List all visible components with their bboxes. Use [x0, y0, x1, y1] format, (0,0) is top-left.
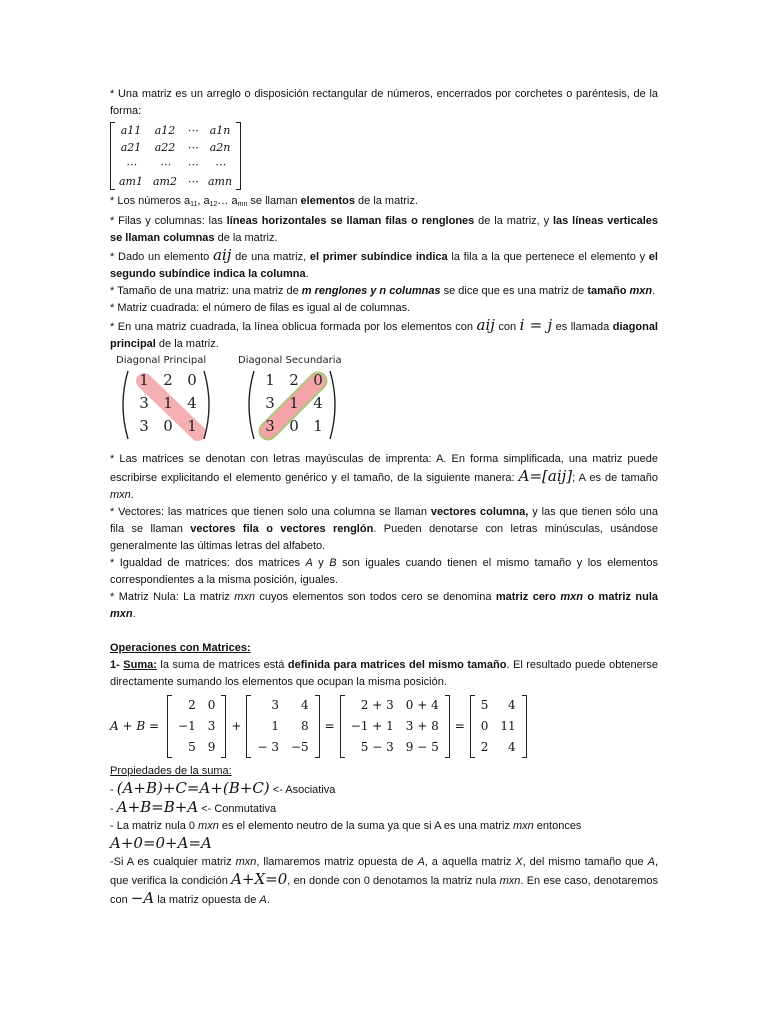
matrix-cell: a22	[154, 141, 176, 154]
principal-diagonal-title: Diagonal Principal	[116, 355, 207, 366]
matrix-cell: 4	[301, 698, 309, 712]
matrix-cell: ⋯	[187, 141, 198, 154]
math-a-equals-aij: A=[aij]	[518, 467, 573, 485]
matrix-cell: 3	[139, 417, 149, 435]
matrix-result	[470, 695, 527, 758]
matrix-cell: ⋯	[187, 158, 198, 171]
matrix-cell: 9 − 5	[405, 740, 439, 754]
matrix-cell: am1	[119, 175, 143, 188]
matrix-cell: ⋯	[214, 158, 226, 171]
matrix-cell: 9	[207, 740, 216, 754]
sum-lhs: A + B =	[110, 719, 160, 733]
matrix-cell: 1	[289, 394, 299, 412]
vectors-paragraph: * Vectores: las matrices que tienen solo una columna se llaman vectores columna, y las que tienen sólo una fila se llaman vectores fila o vectores renglón. Pueden denotarse con letras minúsculas, usándose generalmente las últimas letras del alfabeto.	[110, 506, 658, 552]
matrix-a	[167, 695, 226, 758]
square-matrix-paragraph: * Matriz cuadrada: el número de filas es igual al de columnas.	[110, 302, 411, 314]
matrix-cell: amn	[208, 175, 233, 188]
matrix-cell: ⋯	[187, 175, 198, 188]
diagonal-figure	[110, 355, 658, 447]
generic-matrix-row	[114, 173, 237, 190]
matrix-cell: 3 + 8	[405, 719, 439, 733]
operations-heading: Operaciones con Matrices:	[110, 642, 251, 654]
property-commutative: - A+B=B+A <- Conmutativa	[110, 798, 277, 816]
matrix-cell: 4	[508, 740, 516, 754]
matrix-cell: 4	[508, 698, 516, 712]
generic-matrix-row	[114, 139, 237, 156]
math-opposite: A+X=0	[231, 870, 288, 888]
matrix-cell: a11	[120, 124, 142, 137]
matrix-cell: 0	[207, 698, 216, 712]
sum-intro-paragraph: 1- Suma: la suma de matrices está definida para matrices del mismo tamaño. El resultado puede obtenerse directamente sumando los elementos que ocupan la misma posición.	[110, 659, 659, 688]
matrix-cell: 0	[163, 417, 173, 435]
matrix-cell: ⋯	[187, 124, 198, 137]
matrix-cell: 2	[480, 740, 489, 754]
matrix-cell: 4	[313, 394, 323, 412]
matrix-cell: 3	[139, 394, 149, 412]
matrix-cell: ⋯	[125, 158, 137, 171]
matrix-cell: 3	[271, 698, 279, 712]
properties-heading: Propiedades de la suma:	[110, 765, 232, 777]
math-i-equals-j: i = j	[519, 316, 553, 334]
matrix-cell: 1	[271, 719, 279, 733]
matrix-cell: 1	[163, 394, 173, 412]
matrix-cell: 11	[500, 719, 516, 733]
matrix-cell: 0	[480, 719, 489, 733]
matrix-cell: 0	[313, 371, 323, 389]
matrix-cell: am2	[153, 175, 177, 188]
equality-paragraph: * Igualdad de matrices: dos matrices A y B son iguales cuando tienen el mismo tamaño y los elementos correspondientes a la misma posición, iguales.	[110, 557, 658, 586]
property-neutral: - La matriz nula 0 mxn es el elemento neutro de la suma ya que si A es una matriz mxn entonces A+0=0+A=A	[110, 820, 582, 852]
matrix-cell: 1	[139, 371, 149, 389]
matrix-cell: 5 − 3	[360, 740, 394, 754]
matrix-cell: 8	[301, 719, 309, 733]
matrix-cell: − 3	[257, 740, 279, 754]
math-associative: (A+B)+C=A+(B+C)	[116, 779, 270, 797]
generic-matrix	[110, 122, 241, 190]
principal-diagonal-matrix	[118, 369, 210, 441]
matrix-cell: a12	[154, 124, 176, 137]
property-associative: - (A+B)+C=A+(B+C) <- Asociativa	[110, 779, 336, 797]
matrix-cell: 2	[188, 698, 196, 712]
null-matrix-paragraph: * Matriz Nula: La matriz mxn cuyos elementos son todos cero se denomina matriz cero mxn o matriz nula mxn.	[110, 591, 658, 620]
matrix-cell: a2n	[209, 141, 231, 154]
matrix-cell: 5	[480, 698, 489, 712]
matrix-cell: 0	[289, 417, 299, 435]
matrix-cell: 2 + 3	[360, 698, 394, 712]
math-neutral: A+0=0+A=A	[110, 834, 212, 852]
secondary-diagonal-title: Diagonal Secundaria	[238, 355, 342, 366]
matrix-cell: 0	[187, 371, 197, 389]
elements-paragraph: * Los números $a_{11}$, $a_{12}\dots$ $a_{mn}$ se llaman elementos de la matriz.	[110, 195, 418, 208]
matrix-cell: −1 + 1	[350, 719, 394, 733]
matrix-cell: 2	[163, 371, 173, 389]
matrix-cell: 3	[265, 394, 275, 412]
subscript-paragraph: * Dado un elemento aij de una matriz, el primer subíndice indica la fila a la que pertenece el elemento y el segundo subíndice indica la columna.	[110, 246, 658, 280]
document-page	[110, 86, 658, 909]
matrix-definition: * Una matriz es un arreglo o disposición rectangular de números, encerrados por corchetes o paréntesis, de la forma:	[110, 88, 658, 117]
matrix-cell: 1	[187, 417, 197, 435]
generic-matrix-row	[114, 156, 237, 173]
equals-sign: =	[324, 719, 335, 733]
notation-paragraph: * Las matrices se denotan con letras mayúsculas de imprenta: A. En forma simplificada, una matriz puede escribirse explicitando el elemento genérico y el tamaño, de la siguiente manera: A=[aij]; A es de tamaño mxn.	[110, 453, 658, 501]
size-paragraph: * Tamaño de una matriz: una matriz de m renglones y n columnas se dice que es una matriz de tamaño mxn.	[110, 285, 656, 297]
equals-sign: =	[454, 719, 465, 733]
matrix-cell: −5	[290, 740, 309, 754]
matrix-cell: 5	[188, 740, 196, 754]
secondary-diagonal-matrix	[244, 369, 336, 441]
generic-matrix-row	[114, 122, 237, 139]
plus-sign: +	[231, 719, 242, 733]
matrix-cell: 1	[313, 417, 323, 435]
property-opposite: -Si A es cualquier matriz mxn, llamaremos matriz opuesta de A, a aquella matriz X, del mismo tamaño que A, que verifica la condición A+X=0, en donde con 0 denotamos la matriz nula mxn. En ese caso, denotaremos con −A la matriz opuesta de A.	[110, 856, 659, 907]
sum-example-equation	[110, 695, 658, 757]
matrix-cell: 2	[289, 371, 299, 389]
matrix-cell: ⋯	[159, 158, 171, 171]
matrix-sum-steps	[340, 695, 450, 758]
matrix-cell: 1	[265, 371, 275, 389]
diagonal-paragraph: * En una matriz cuadrada, la línea oblicua formada por los elementos con aij con i = j es llamada diagonal principal de la matriz.	[110, 316, 658, 350]
rows-columns-paragraph: * Filas y columnas: las líneas horizontales se llaman filas o renglones de la matriz, y las líneas verticales se llaman columnas de la matriz.	[110, 215, 659, 244]
math-aij: aij	[212, 246, 232, 264]
matrix-cell: 3	[207, 719, 216, 733]
math-aij: aij	[476, 316, 495, 334]
matrix-cell: a1n	[209, 124, 231, 137]
matrix-cell: 3	[265, 417, 275, 435]
matrix-cell: 0 + 4	[405, 698, 439, 712]
math-commutative: A+B=B+A	[116, 798, 199, 816]
matrix-cell: −1	[178, 719, 196, 733]
matrix-b	[246, 695, 319, 758]
matrix-cell: a21	[120, 141, 142, 154]
matrix-cell: 4	[187, 394, 197, 412]
math-minus-a: −A	[130, 889, 155, 907]
